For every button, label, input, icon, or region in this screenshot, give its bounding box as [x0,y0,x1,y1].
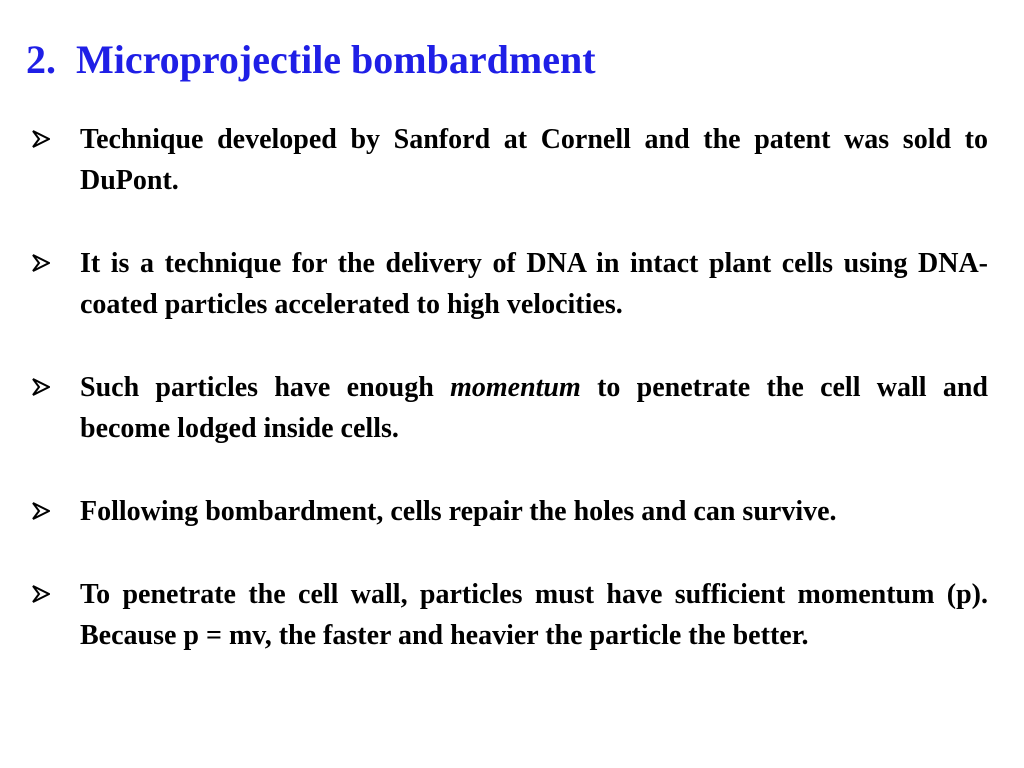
bullet-text: Technique developed by Sanford at Cornell and the patent was sold to DuPont. [80,124,988,196]
bullet-text: Following bombardment, cells repair the holes and can survive. [80,496,837,527]
title-number: 2. [26,37,56,82]
bullet-item [26,574,988,656]
title-text: Microprojectile bombardment [76,37,596,82]
bullet-item [26,243,988,325]
bullet-text: It is a technique for the delivery of DNA in intact plant cells using DNA-coated particles accelerated to high velocities. [80,248,988,320]
arrowhead-bullet-icon [32,585,50,603]
bullet-text: To penetrate the cell wall, particles must have sufficient momentum (p). Because p = mv, the faster and heavier the particle the better. [80,579,988,651]
bullet-text-after: to penetrate the cell wall and become lodged inside cells. [80,372,988,444]
arrowhead-bullet-icon [32,378,50,396]
bullet-text-before: Such particles have enough [80,372,451,403]
bullet-item [26,367,988,449]
bullet-emphasis: momentum [450,372,581,403]
arrowhead-bullet-icon [32,502,50,520]
bullet-item [26,491,988,532]
bullet-item [26,119,988,201]
arrowhead-bullet-icon [32,254,50,272]
slide-title [26,36,596,84]
arrowhead-bullet-icon [32,130,50,148]
bullet-list [26,119,988,656]
